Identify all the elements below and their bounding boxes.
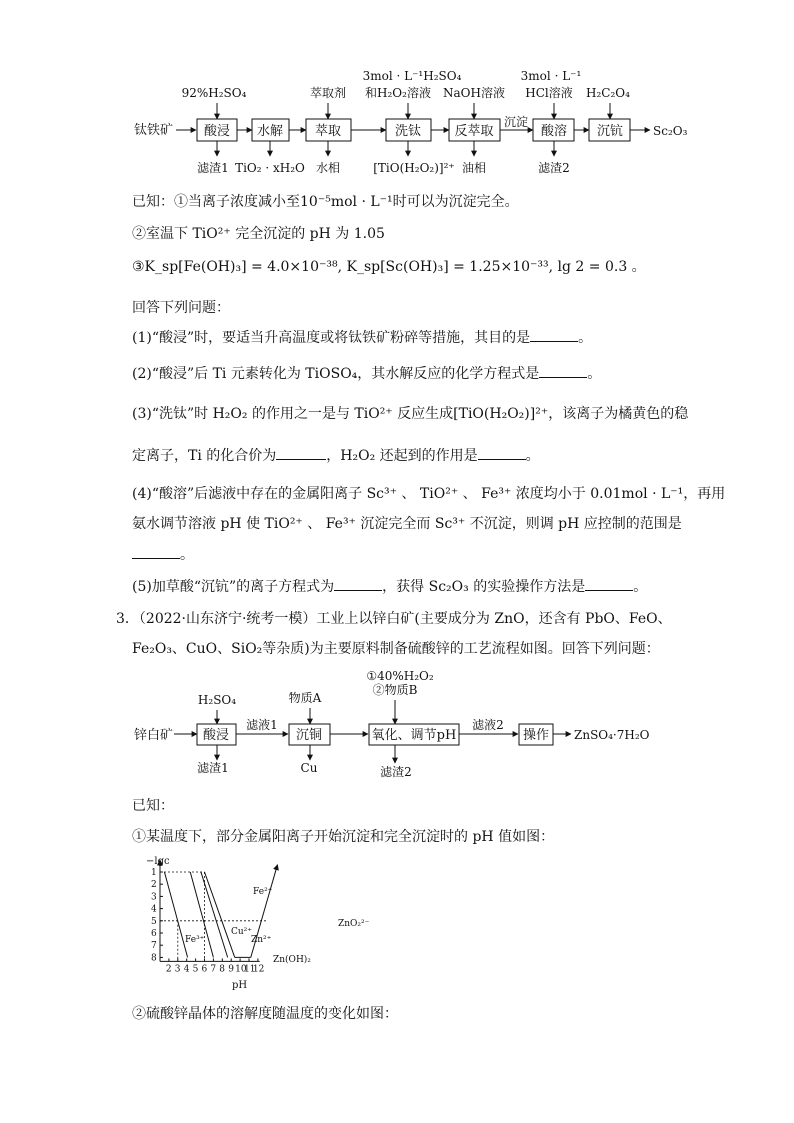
x-tick-label: 4	[183, 964, 190, 975]
box2-chentong: 沉铜	[295, 728, 323, 743]
flow1-end: Sc₂O₃	[653, 124, 688, 138]
flow1-start: 钛铁矿	[134, 123, 174, 138]
known1-item3: ③K_sp[Fe(OH)₃] = 4.0×10⁻³⁸, K_sp[Sc(OH)₃] = 1.25×10⁻³³, lg 2 = 0.3 。	[132, 259, 646, 275]
series-label-zno2: ZnO₂²⁻	[338, 919, 370, 929]
question-4b: 氨水调节溶液 pH 使 TiO²⁺ 、 Fe³⁺ 沉淀完全而 Sc³⁺ 不沉淀，则调 pH 应控制的范围是	[132, 516, 682, 532]
label-youxiang: 油相	[461, 161, 487, 175]
q5-period: 。	[633, 579, 648, 595]
x-tick-label: 9	[228, 964, 234, 975]
x-tick-label: 11	[244, 964, 256, 975]
x-tick-label: 7	[210, 964, 217, 975]
question-1-text: (1)“酸浸”时，要适当升高温度或将钛铁矿粉碎等措施，其目的是	[132, 330, 531, 346]
flow2-end: ZnSO₄·7H₂O	[574, 728, 650, 742]
label2-lvye1: 滤液1	[246, 718, 278, 732]
q3-period: 。	[525, 448, 540, 464]
question-4a: (4)“酸溶”后滤液中存在的金属阳离子 Sc³⁺ 、 TiO²⁺ 、 Fe³⁺ 浓度均小于 0.01mol · L⁻¹，再用	[132, 486, 726, 502]
known2-item1: ①某温度下，部分金属阳离子开始沉淀和完全沉淀时的 pH 值如图：	[132, 829, 555, 845]
y-tick-label: 2	[151, 880, 157, 891]
question-5-text2: ，获得 Sc₂O₃ 的实验操作方法是	[382, 579, 586, 595]
label-h2o2: 和H₂O₂溶液	[365, 86, 431, 100]
box2-caozuo: 操作	[522, 728, 550, 743]
answer-blank-5b[interactable]	[585, 590, 633, 591]
label-chendian: 沉淀	[503, 115, 529, 129]
known1-intro-line	[132, 193, 519, 211]
x-tick-label: 10	[235, 964, 247, 975]
label-lvzha2: 滤渣2	[538, 161, 570, 175]
x-tick-label: 6	[201, 964, 208, 975]
y-tick-label: 7	[151, 941, 157, 952]
label-92-h2so4: 92%H₂SO₄	[181, 86, 247, 100]
y-tick-label: 4	[151, 904, 157, 915]
label-tio2-xh2o: TiO₂ · xH₂O	[235, 161, 305, 175]
question-2	[132, 365, 601, 383]
known1-item2: ②室温下 TiO²⁺ 完全沉淀的 pH 为 1.05	[132, 226, 385, 242]
box-cuiqu: 萃取	[314, 124, 342, 139]
box2-yanghua: 氧化、调节pH	[371, 728, 457, 743]
question-4-answer-line	[132, 546, 194, 564]
answer-blank-3a[interactable]	[276, 459, 326, 460]
label-naoh: NaOH溶液	[443, 86, 505, 100]
answer-blank-2[interactable]	[539, 377, 587, 378]
y-tick-label: 1	[151, 868, 157, 878]
label2-h2so4: H₂SO₄	[197, 693, 237, 707]
series-line-3	[201, 872, 228, 957]
label2-lvye2: 滤液2	[472, 718, 504, 732]
series-label-cu2: Cu²⁺	[231, 927, 253, 937]
chart-xlabel: pH	[232, 980, 248, 991]
x-tick-label: 3	[174, 964, 181, 975]
q4-period: 。	[180, 547, 194, 563]
label-hcl-conc: 3mol · L⁻¹	[520, 69, 582, 83]
known1-item1: ①当离子浓度减小至10⁻⁵mol · L⁻¹时可以为沉淀完全。	[174, 194, 519, 210]
label2-lvzha2: 滤渣2	[380, 765, 412, 779]
label2-wuzhi-b: ②物质B	[372, 683, 418, 697]
label-tio-h2o2-ion: [TiO(H₂O₂)]²⁺	[373, 161, 455, 175]
question-5-text1: (5)加草酸“沉钪”的离子方程式为	[132, 579, 335, 595]
x-tick-label: 5	[192, 964, 199, 975]
y-tick-label: 3	[151, 892, 157, 903]
series-label-zn2: Zn²⁺	[251, 935, 272, 945]
y-tick-label: 8	[151, 953, 157, 964]
known2-intro: 已知：	[132, 798, 174, 814]
label-lvzha1: 滤渣1	[197, 161, 229, 175]
question-2-text: (2)“酸浸”后 Ti 元素转化为 TiOSO₄，其水解反应的化学方程式是	[132, 366, 540, 382]
y-tick-label: 5	[151, 916, 157, 927]
y-tick-label: 6	[151, 929, 157, 939]
box-chenkang: 沉钪	[596, 124, 624, 139]
answer-blank-3b[interactable]	[478, 459, 526, 460]
problem3-line2: Fe₂O₃、CuO、SiO₂等杂质)为主要原料制备硫酸锌的工艺流程如图。回答下列问题：	[132, 641, 660, 657]
label2-wuzhi-a: 物质A	[288, 691, 322, 705]
flow2-start: 锌白矿	[134, 728, 174, 743]
box2-suanjin: 酸浸	[202, 728, 230, 743]
flowchart-titanium	[0, 0, 794, 185]
box-suanrong: 酸溶	[540, 124, 568, 139]
label2-h2o2: ①40%H₂O₂	[366, 669, 434, 683]
answer-blank-5a[interactable]	[334, 590, 382, 591]
box-shuijie: 水解	[256, 124, 284, 139]
question-3b	[132, 447, 540, 465]
series-label-fe2: Fe²⁺	[253, 887, 273, 897]
ph-precipitation-chart	[140, 852, 380, 992]
questions-intro: 回答下列问题：	[132, 300, 230, 316]
x-tick-label: 2	[165, 964, 172, 975]
label-hcl: HCl溶液	[525, 86, 573, 100]
label-h2c2o4: H₂C₂O₄	[586, 86, 630, 100]
answer-blank-4[interactable]	[132, 558, 180, 559]
chart-ylabel: −lgc	[146, 856, 170, 867]
question-1	[132, 329, 592, 347]
x-tick-label: 12	[252, 964, 265, 975]
problem3-line1: 3．（2022·山东济宁·统考一模）工业上以锌白矿(主要成分为 ZnO，还含有 PbO、FeO、	[116, 611, 672, 627]
x-tick-label: 8	[219, 964, 226, 975]
series-line-2	[205, 872, 235, 957]
label-h2so4-conc: 3mol · L⁻¹H₂SO₄	[362, 69, 462, 83]
flowchart-zinc	[0, 666, 794, 786]
label2-lvzha1: 滤渣1	[197, 761, 229, 775]
label2-cu: Cu	[300, 761, 318, 775]
question-3b-text1: 定离子，Ti 的化合价为	[132, 448, 277, 464]
series-label-znoh2: Zn(OH)₂	[273, 955, 311, 965]
q2-period: 。	[587, 366, 602, 382]
label-cuiqu-ji: 萃取剂	[309, 86, 347, 100]
label-shuixiang: 水相	[315, 161, 341, 175]
box-fancuiqu: 反萃取	[454, 124, 494, 139]
q1-period: 。	[578, 330, 593, 346]
question-3b-text2: ，H₂O₂ 还起到的作用是	[326, 448, 478, 464]
known1-intro: 已知：	[132, 194, 174, 210]
question-5	[132, 578, 647, 596]
question-3a: (3)“洗钛”时 H₂O₂ 的作用之一是与 TiO²⁺ 反应生成[TiO(H₂O₂)]²⁺，该离子为橘黄色的稳	[132, 406, 689, 422]
answer-blank-1[interactable]	[530, 341, 578, 342]
series-label-fe3: Fe³⁺	[185, 935, 205, 945]
box-suanjin: 酸浸	[203, 124, 231, 139]
known2-item2: ②硫酸锌晶体的溶解度随温度的变化如图：	[132, 1006, 398, 1022]
box-xitai: 洗钛	[394, 124, 422, 139]
